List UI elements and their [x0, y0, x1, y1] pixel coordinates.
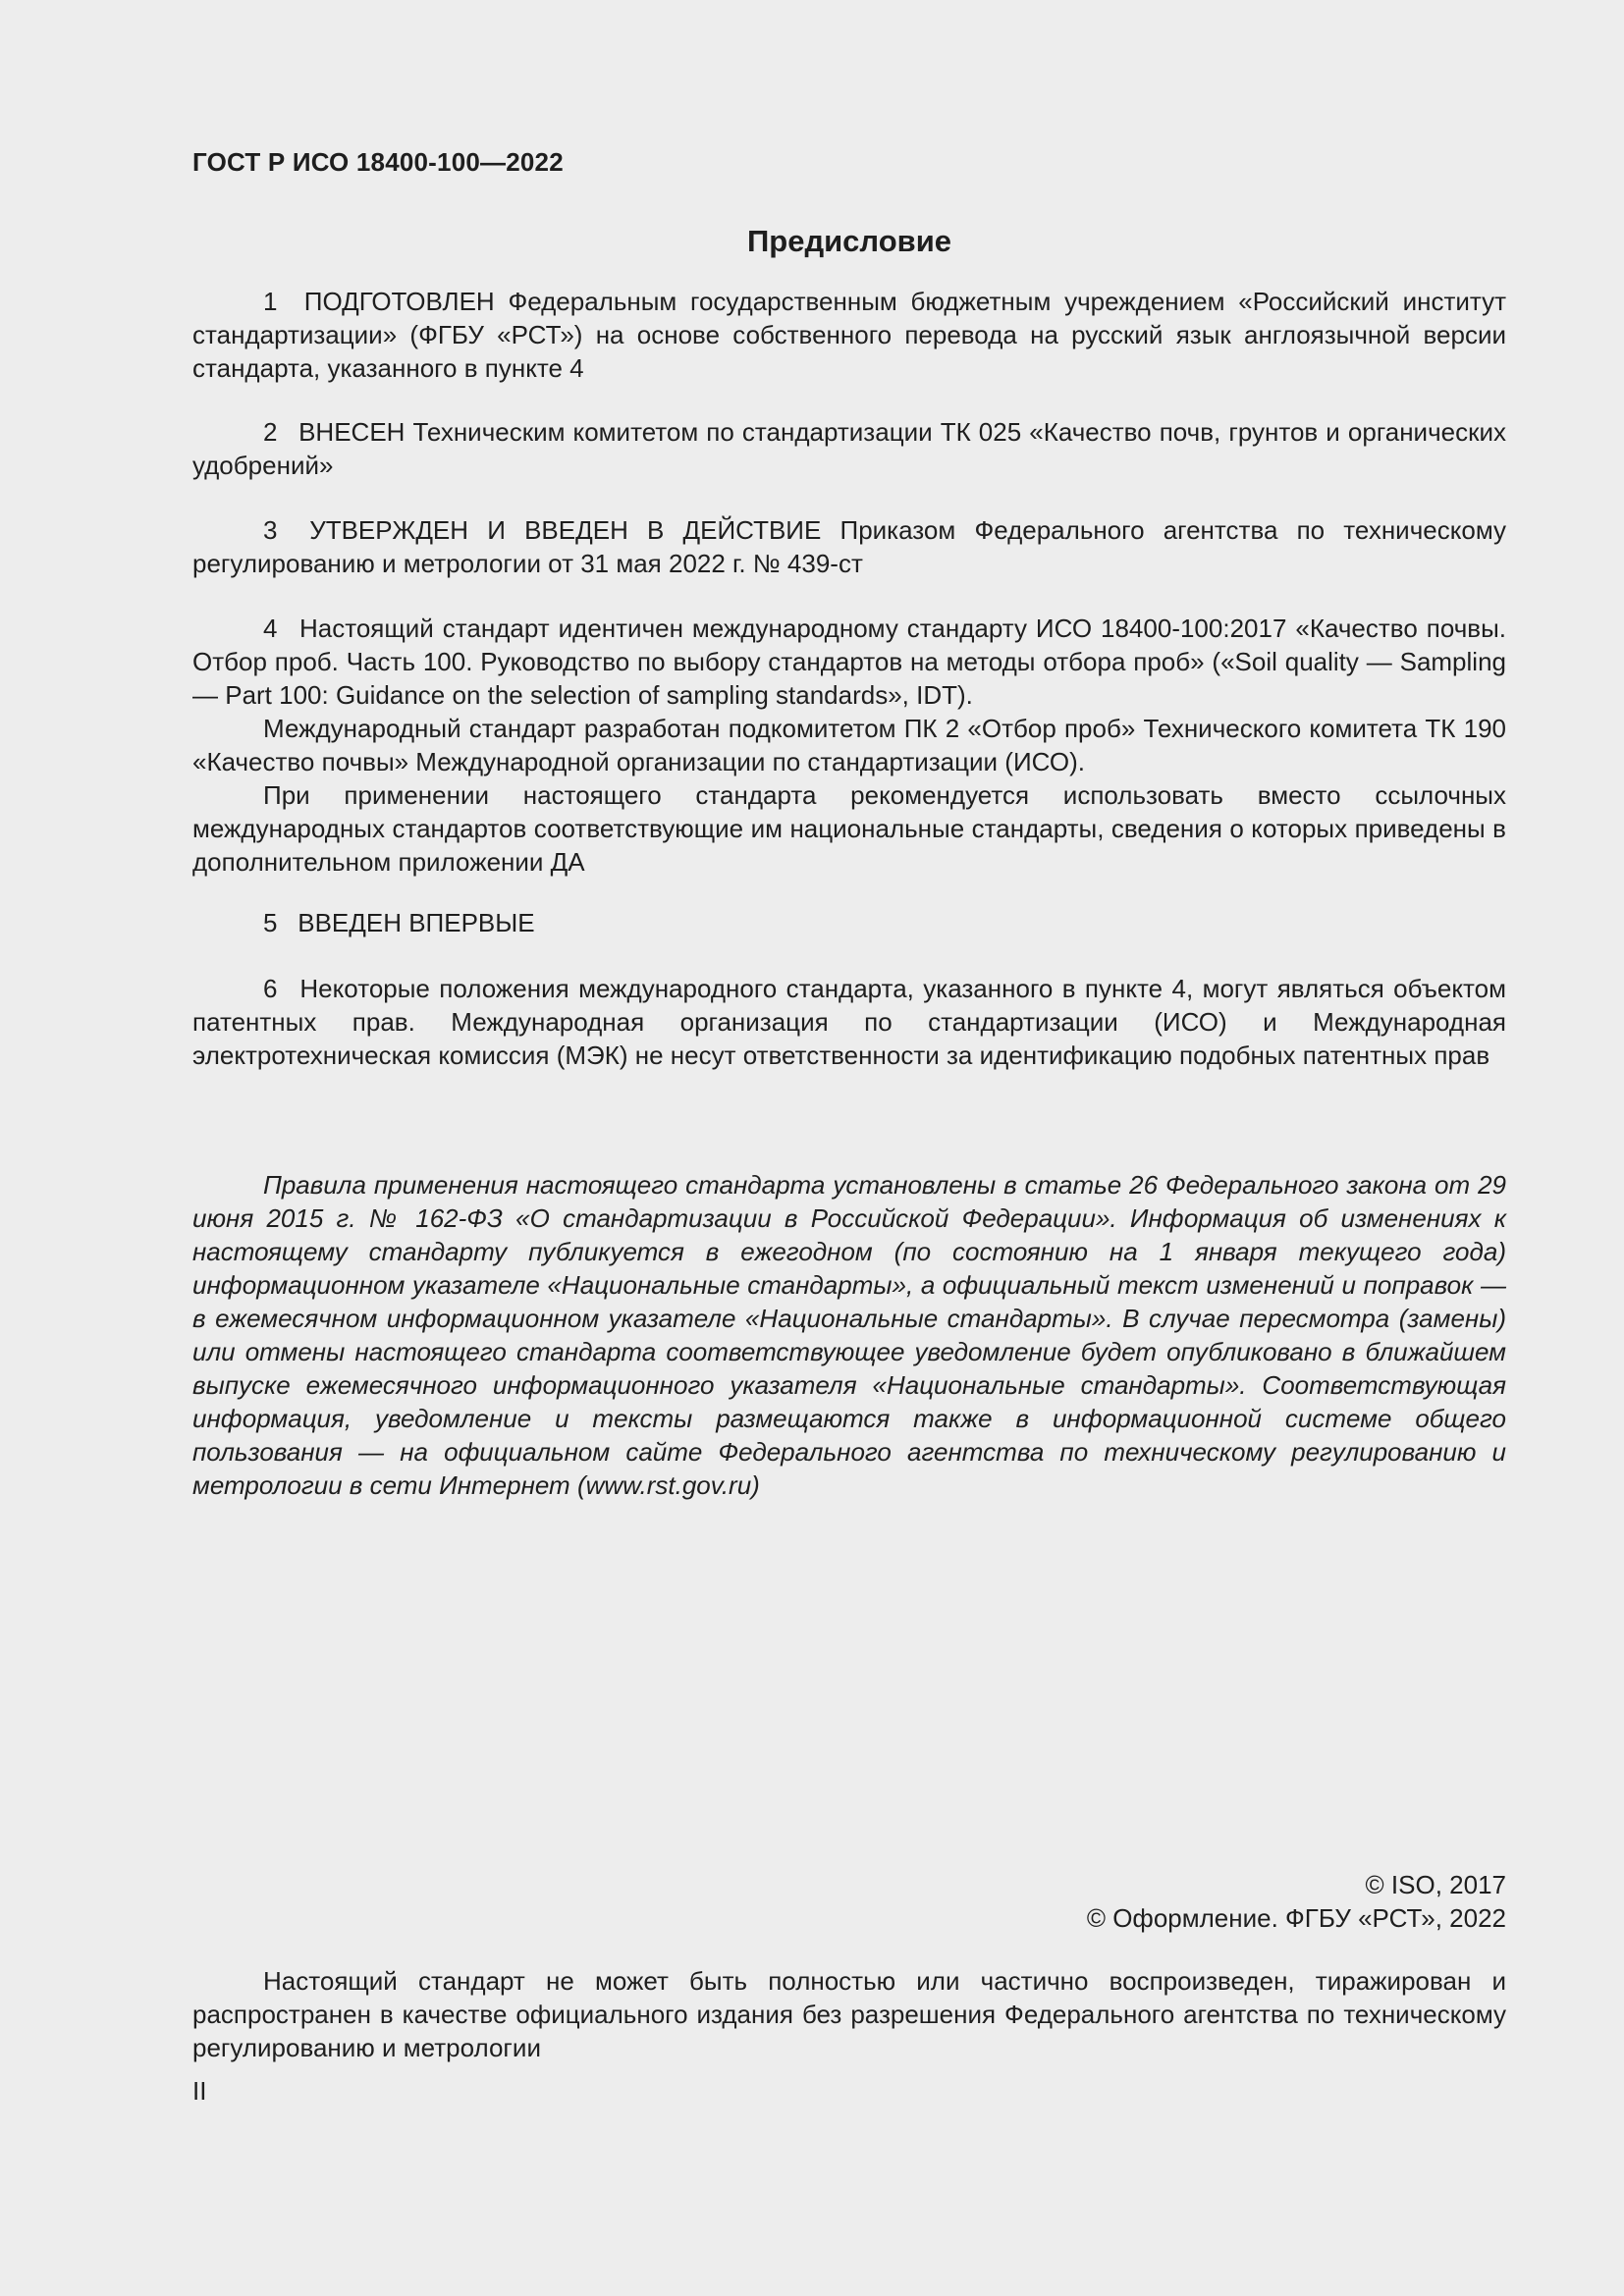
preface-item-5 — [192, 906, 1506, 939]
preface-item-6 — [192, 972, 1506, 1072]
preface-item-3 — [192, 513, 1506, 580]
item-number: 3 — [263, 515, 278, 545]
preface-item-2 — [192, 415, 1506, 482]
page-number: II — [192, 2076, 207, 2106]
copyright-rst: © Оформление. ФГБУ «РСТ», 2022 — [1086, 1903, 1506, 1933]
preface-item-4 — [192, 612, 1506, 879]
item-number: 5 — [263, 908, 278, 937]
standardization-notice: Правила применения настоящего стандарта установлены в статье 26 Федерального закона от 29 июня 2015 г. № 162-ФЗ «О стандартизации в Российской Федерации». Информация об изменениях к настоящему стандарту публикуется в ежегодном (по состоянию на 1 января текущего года) информационном указателе «Национальные стандарты», а официальный текст изменений и поправок — в ежемесячном информационном указателе «Национальные стандарты». В случае пересмотра (замены) или отмены настоящего стандарта соответствующее уведомление будет опубликовано в ближайшем выпуске ежемесячного информационного указателя «Национальные стандарты». Соответствующая информация, уведомление и тексты размещаются также в информационной системе общего пользования — на официальном сайте Федерального агентства по техническому регулированию и метрологии в сети Интернет (www.rst.gov.ru) — [192, 1170, 1506, 1500]
item-number: 1 — [263, 287, 278, 316]
item-text: УТВЕРЖДЕН И ВВЕДЕН В ДЕЙСТВИЕ Приказом Федерального агентства по техническому регулированию и метрологии от 31 мая 2022 г. № 439-ст — [192, 515, 1506, 578]
item-text: Некоторые положения международного стандарта, указанного в пункте 4, могут являться объектом патентных прав. Международная организация по стандартизации (ИСО) и Международная электротехническая комиссия (МЭК) не несут ответственности за идентификацию подобных патентных прав — [192, 974, 1506, 1070]
copyright-iso: © ISO, 2017 — [1365, 1870, 1506, 1899]
item-number: 2 — [263, 417, 278, 447]
item-text: ПОДГОТОВЛЕН Федеральным государственным бюджетным учреждением «Российский институт стандартизации» (ФГБУ «РСТ») на основе собственного перевода на русский язык англоязычной версии стандарта, указанного в пункте 4 — [192, 287, 1506, 383]
item-number: 4 — [263, 614, 278, 643]
standard-code: ГОСТ Р ИСО 18400-100—2022 — [192, 147, 564, 177]
item-4-paragraph-3: При применении настоящего стандарта рекомендуется использовать вместо ссылочных международных стандартов соответствующие им национальные стандарты, сведения о которых приведены в дополнительном приложении ДА — [192, 780, 1506, 877]
preface-item-1 — [192, 285, 1506, 385]
item-4-paragraph-2: Международный стандарт разработан подкомитетом ПК 2 «Отбор проб» Технического комитета ТК 190 «Качество почвы» Международной организации по стандартизации (ИСО). — [192, 714, 1506, 776]
item-text: Настоящий стандарт идентичен международному стандарту ИСО 18400-100:2017 «Качество почвы. Отбор проб. Часть 100. Руководство по выбору стандартов на методы отбора проб» («Soil quality — Sampling — Part 100: Guidance on the selection of sampling standards», IDT). — [192, 614, 1506, 710]
copyright-block — [1087, 1868, 1506, 1935]
item-text: ВНЕСЕН Техническим комитетом по стандартизации ТК 025 «Качество почв, грунтов и органических удобрений» — [192, 417, 1506, 480]
item-number: 6 — [263, 974, 278, 1003]
item-text: ВВЕДЕН ВПЕРВЫЕ — [298, 908, 535, 937]
preface-title: Предисловие — [746, 224, 951, 258]
reproduction-notice: Настоящий стандарт не может быть полностью или частично воспроизведен, тиражирован и распространен в качестве официального издания без разрешения Федерального агентства по техническому регулированию и метрологии — [192, 1966, 1506, 2062]
